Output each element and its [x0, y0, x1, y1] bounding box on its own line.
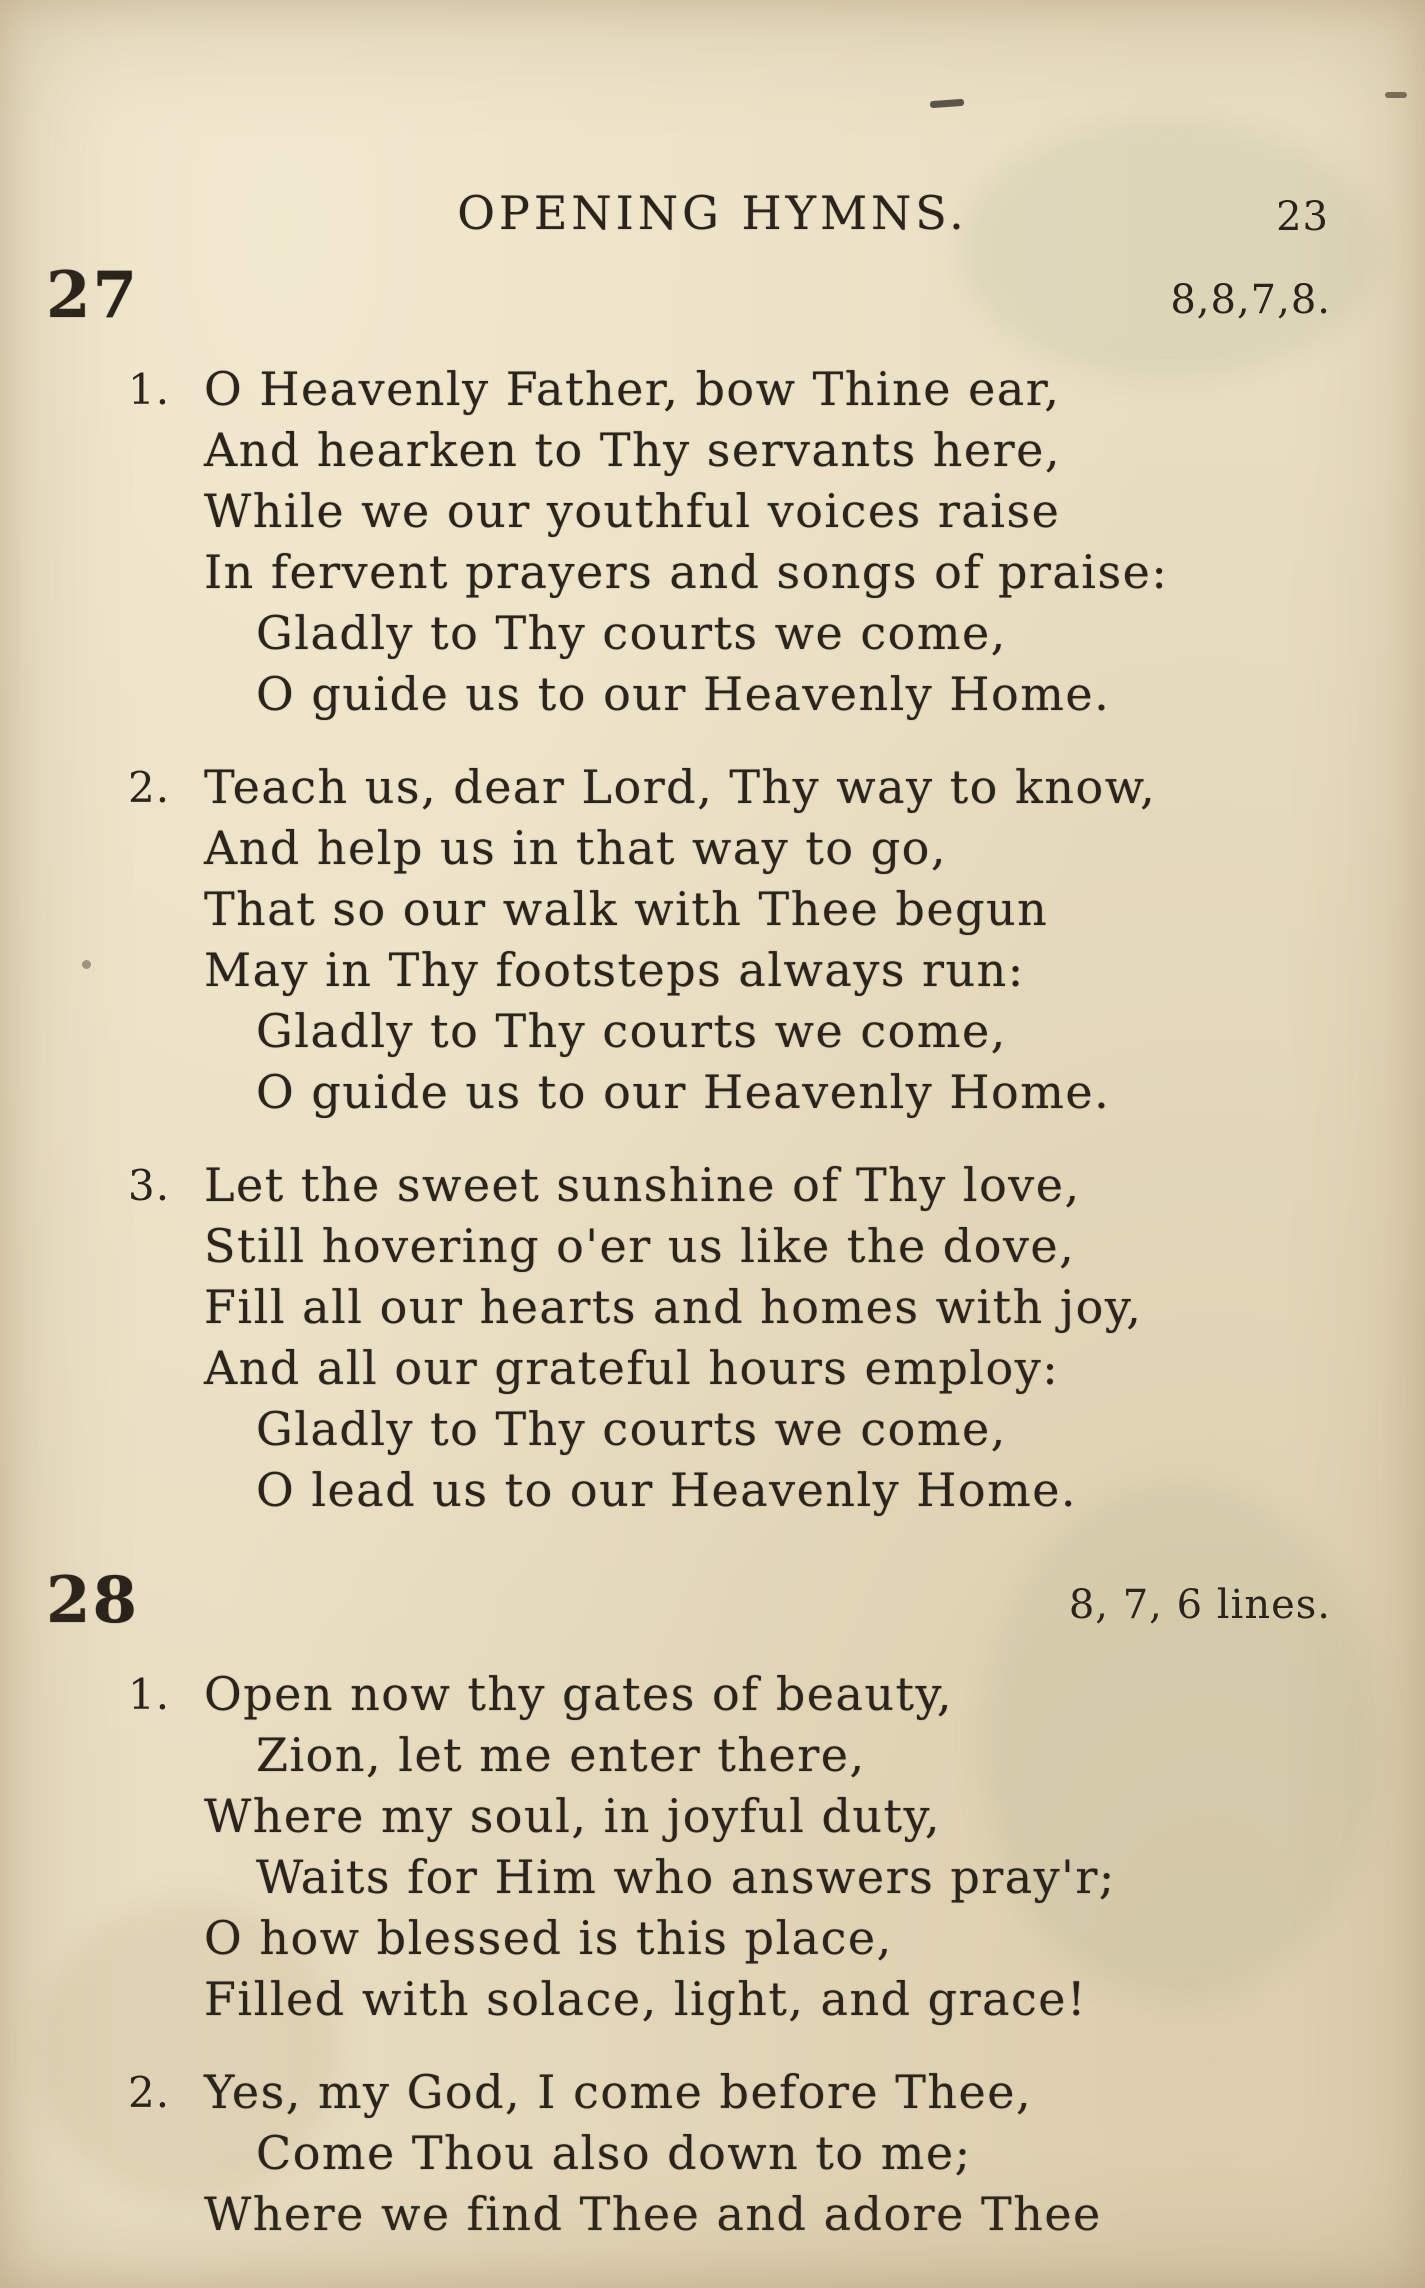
- verse-line: While we our youthful voices raise: [204, 483, 1061, 538]
- hymn: [0, 258, 1425, 1521]
- hymn-meter: 8, 7, 6 lines.: [1068, 1581, 1331, 1628]
- verse-line: Teach us, dear Lord, Thy way to know,: [204, 759, 1157, 814]
- verse-line: Open now thy gates of beauty,: [204, 1666, 954, 1721]
- verse-line: Fill all our hearts and homes with joy,: [204, 1279, 1143, 1334]
- verse-line: Gladly to Thy courts we come,: [256, 1003, 1007, 1058]
- verse-number: 1.: [128, 1669, 171, 1719]
- verse-line: Let the sweet sunshine of Thy love,: [204, 1157, 1081, 1212]
- verse-line: Gladly to Thy courts we come,: [256, 1401, 1007, 1456]
- page-header: [0, 0, 1425, 240]
- hymn-header: [0, 1562, 1425, 1638]
- verse-line: And hearken to Thy servants here,: [204, 422, 1061, 477]
- verse: [0, 1155, 1425, 1521]
- verse-line: Yes, my God, I come before Thee,: [204, 2064, 1033, 2119]
- verse-line: Zion, let me enter there,: [256, 1727, 866, 1782]
- hymn: [0, 1562, 1425, 2245]
- verse-number: 2.: [128, 2067, 171, 2117]
- hymn-number: 28: [46, 1562, 140, 1638]
- hymn-number: 27: [46, 258, 140, 333]
- verse-number: 2.: [128, 762, 171, 812]
- hymn-meter: 8,8,7,8.: [1170, 276, 1331, 323]
- verse-line: Waits for Him who answers pray'r;: [256, 1849, 1116, 1904]
- verse-lines: [204, 359, 1365, 725]
- verse-line: May in Thy footsteps always run:: [204, 942, 1025, 997]
- verse-number: 1.: [128, 364, 171, 414]
- verse: [0, 1664, 1425, 2030]
- verse-lines: [204, 1155, 1365, 1521]
- verse-line: Still hovering o'er us like the dove,: [204, 1218, 1076, 1273]
- verse-line: Come Thou also down to me;: [256, 2125, 972, 2180]
- verse-line: O guide us to our Heavenly Home.: [256, 1064, 1111, 1119]
- verse-number: 3.: [128, 1160, 171, 1210]
- verse-lines: [204, 757, 1365, 1123]
- verse-line: Where we find Thee and adore Thee: [204, 2186, 1102, 2241]
- verse: [0, 2062, 1425, 2245]
- verse-line: Filled with solace, light, and grace!: [204, 1971, 1088, 2026]
- running-head-title: OPENING HYMNS.: [457, 186, 968, 240]
- verse-line: And all our grateful hours employ:: [204, 1340, 1060, 1395]
- verse-line: And help us in that way to go,: [204, 820, 947, 875]
- verse-line: O guide us to our Heavenly Home.: [256, 666, 1111, 721]
- verse-line: O Heavenly Father, bow Thine ear,: [204, 361, 1061, 416]
- verse-line: In fervent prayers and songs of praise:: [204, 544, 1169, 599]
- verse-line: Gladly to Thy courts we come,: [256, 605, 1007, 660]
- verse-lines: [204, 2062, 1365, 2245]
- page-number: 23: [1276, 194, 1329, 240]
- verse-line: Where my soul, in joyful duty,: [204, 1788, 942, 1843]
- verse: [0, 757, 1425, 1123]
- verse-lines: [204, 1664, 1365, 2030]
- hymn-header: [0, 258, 1425, 333]
- verse-line: O lead us to our Heavenly Home.: [256, 1462, 1078, 1517]
- verse: [0, 359, 1425, 725]
- hymns-container: [0, 258, 1425, 2245]
- verse-line: O how blessed is this place,: [204, 1910, 893, 1965]
- verse-line: That so our walk with Thee begun: [204, 881, 1049, 936]
